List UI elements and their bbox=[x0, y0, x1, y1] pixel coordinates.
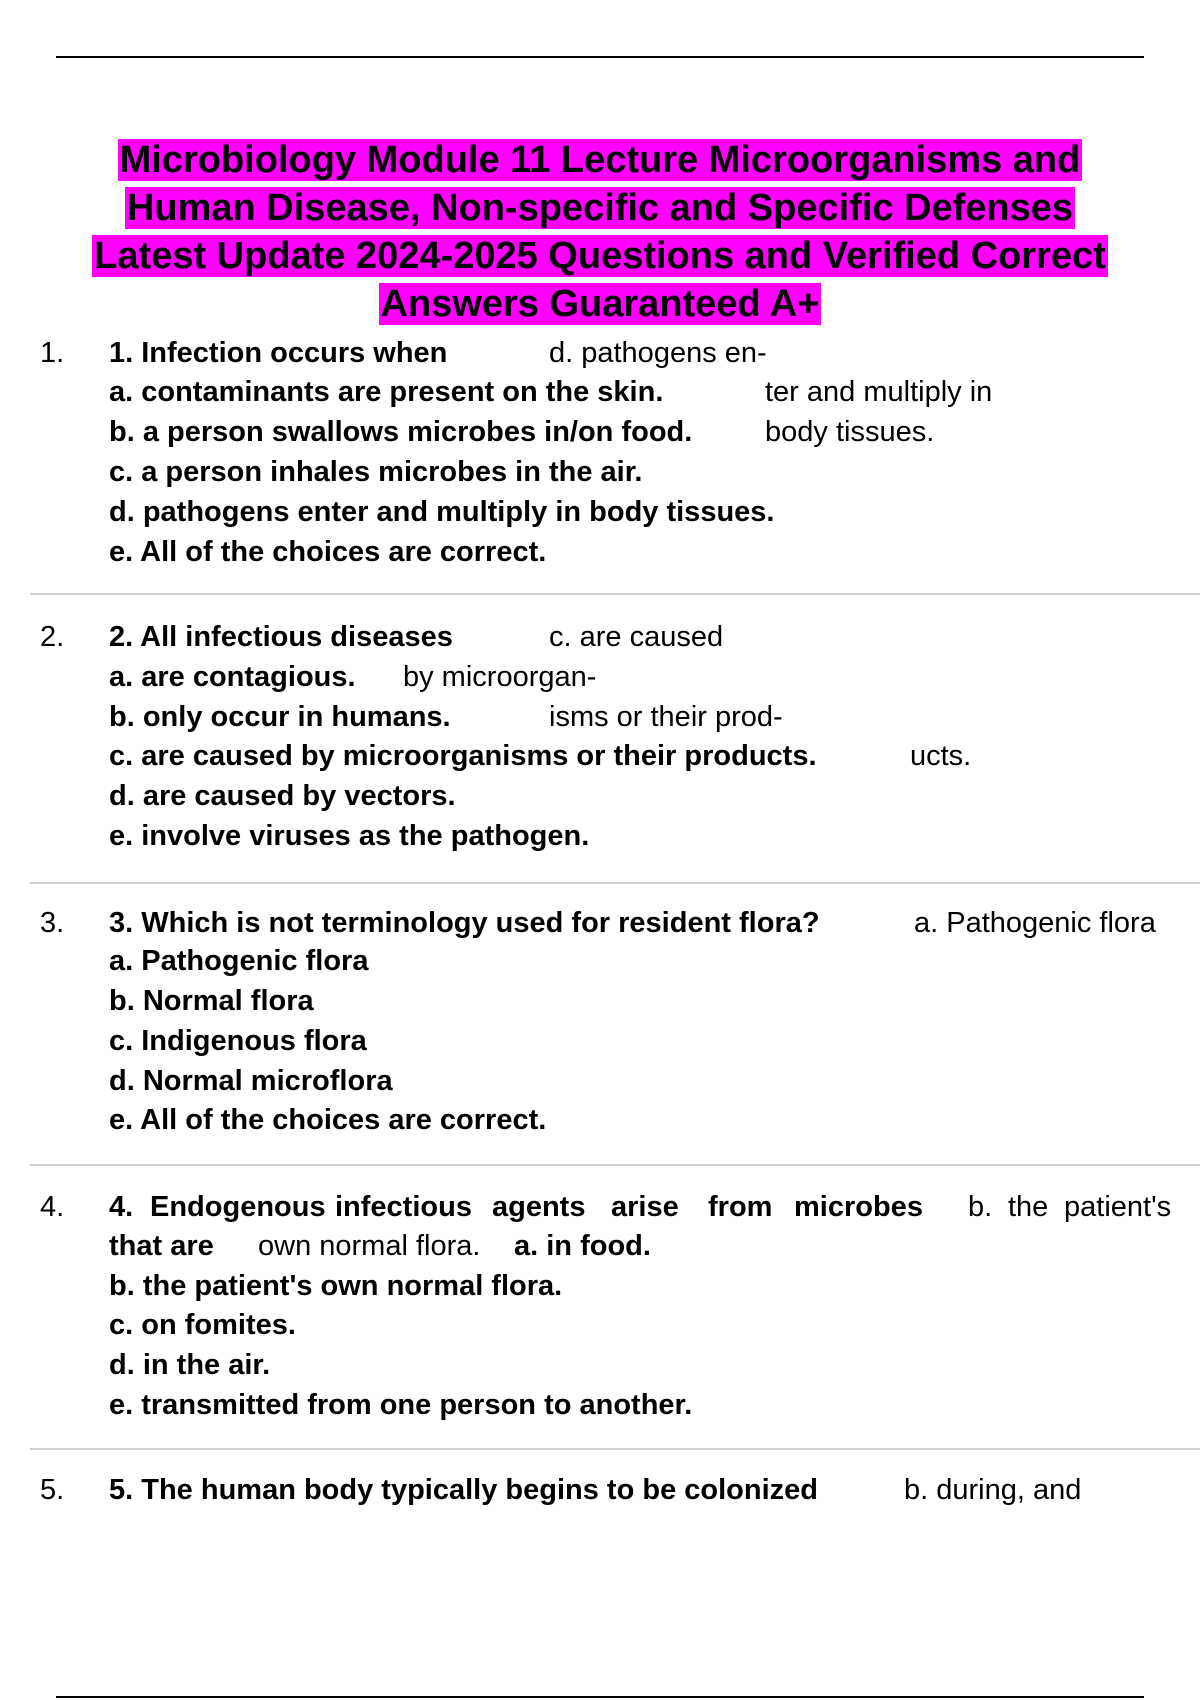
option-a: a. contaminants are present on the skin. bbox=[109, 376, 664, 408]
question-text: 3. Which is not terminology used for resident flora? bbox=[109, 907, 820, 939]
question-word: agents bbox=[492, 1191, 586, 1223]
question-text: 5. The human body typically begins to be colonized bbox=[109, 1474, 818, 1506]
option-d: d. Normal microflora bbox=[109, 1065, 393, 1097]
question-divider bbox=[30, 593, 1200, 595]
question-word: arise bbox=[611, 1191, 679, 1223]
option-c: c. are caused by microorganisms or their products. bbox=[109, 740, 817, 772]
answer-line-1: a. Pathogenic flora bbox=[914, 907, 1156, 939]
option-c: c. Indigenous flora bbox=[109, 1025, 367, 1057]
answer-line-4: ucts. bbox=[910, 740, 972, 772]
title-line-3: Latest Update 2024-2025 Questions and Verified Correct bbox=[94, 235, 1106, 277]
option-e: e. transmitted from one person to another. bbox=[109, 1389, 693, 1421]
answer-line-2: ter and multiply in bbox=[765, 376, 993, 408]
option-e: e. All of the choices are correct. bbox=[109, 536, 547, 568]
document-title bbox=[0, 138, 1200, 330]
question-divider bbox=[30, 882, 1200, 884]
question-text-line-2: that are bbox=[109, 1230, 214, 1262]
answer-line-1: d. pathogens en- bbox=[549, 337, 767, 369]
question-number: 2. bbox=[40, 621, 65, 653]
question-word: microbes bbox=[794, 1191, 923, 1223]
question-word: from bbox=[708, 1191, 773, 1223]
option-a: a. in food. bbox=[514, 1230, 651, 1262]
top-rule bbox=[56, 56, 1144, 58]
question-word: Endogenous bbox=[150, 1191, 326, 1223]
title-line-2: Human Disease, Non-specific and Specific Defenses bbox=[126, 187, 1074, 229]
option-d: d. in the air. bbox=[109, 1349, 271, 1381]
answer-line-2: by microorgan- bbox=[403, 661, 597, 693]
option-d: d. pathogens enter and multiply in body tissues. bbox=[109, 496, 775, 528]
answer-line-1: b. during, and bbox=[904, 1474, 1082, 1506]
option-e: e. involve viruses as the pathogen. bbox=[109, 820, 590, 852]
question-word: 4. bbox=[109, 1191, 134, 1223]
answer-word: patient's bbox=[1064, 1191, 1172, 1223]
question-number: 5. bbox=[40, 1474, 65, 1506]
option-a: a. are contagious. bbox=[109, 661, 356, 693]
option-d: d. are caused by vectors. bbox=[109, 780, 456, 812]
question-divider bbox=[30, 1448, 1200, 1450]
option-c: c. a person inhales microbes in the air. bbox=[109, 456, 643, 488]
option-a: a. Pathogenic flora bbox=[109, 945, 369, 977]
option-b: b. a person swallows microbes in/on food. bbox=[109, 416, 693, 448]
question-number: 3. bbox=[40, 907, 65, 939]
question-number: 4. bbox=[40, 1191, 65, 1223]
title-line-1: Microbiology Module 11 Lecture Microorganisms and bbox=[119, 139, 1081, 181]
option-b: b. only occur in humans. bbox=[109, 701, 451, 733]
bottom-rule bbox=[56, 1696, 1144, 1698]
question-text: 2. All infectious diseases bbox=[109, 621, 453, 653]
question-number: 1. bbox=[40, 337, 65, 369]
question-word: infectious bbox=[335, 1191, 472, 1223]
question-text: 1. Infection occurs when bbox=[109, 337, 448, 369]
answer-line-1: c. are caused bbox=[549, 621, 724, 653]
option-c: c. on fomites. bbox=[109, 1309, 296, 1341]
answer-line-3: isms or their prod- bbox=[549, 701, 783, 733]
option-b: b. Normal flora bbox=[109, 985, 314, 1017]
answer-line-3: body tissues. bbox=[765, 416, 935, 448]
answer-line-2: own normal flora. bbox=[258, 1230, 481, 1262]
answer-word: b. bbox=[968, 1191, 993, 1223]
option-e: e. All of the choices are correct. bbox=[109, 1104, 547, 1136]
answer-word: the bbox=[1008, 1191, 1049, 1223]
option-b: b. the patient's own normal flora. bbox=[109, 1270, 563, 1302]
question-divider bbox=[30, 1164, 1200, 1166]
title-line-4: Answers Guaranteed A+ bbox=[380, 283, 820, 325]
